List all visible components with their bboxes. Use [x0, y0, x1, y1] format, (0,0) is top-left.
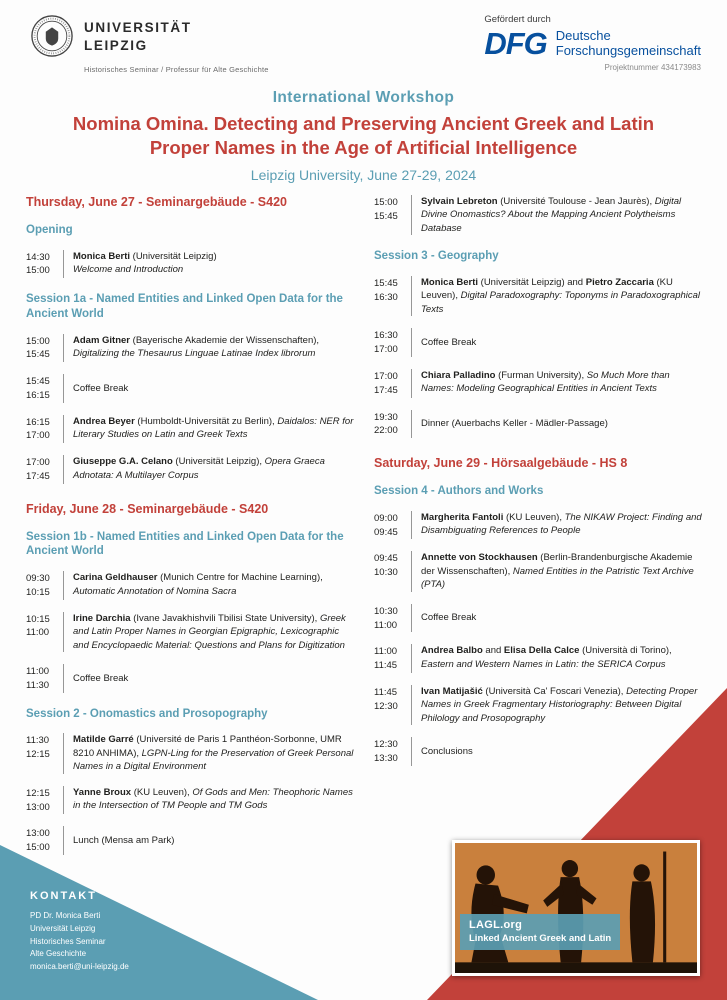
talk-text [411, 551, 705, 591]
time-end: 15:45 [26, 349, 50, 361]
talk-segment: LGPN-Ling for the Preservation of Greek Personal Names in a Digital Environment [73, 747, 354, 773]
talk-segment: Monica Berti [421, 276, 479, 288]
talk-text [63, 415, 357, 444]
talk-segment: Irine Darchia [73, 612, 131, 624]
time-range [26, 664, 63, 693]
session-heading: Session 4 - Authors and Works [374, 485, 544, 498]
university-name-line1: UNIVERSITÄT [84, 20, 192, 35]
break-label [411, 328, 476, 357]
talk-segment: Opera Graeca Adnotata: A Multilayer Corpus [73, 456, 325, 481]
session-heading: Session 1b - Named Entities and Linked Open Data for the Ancient World [26, 530, 344, 558]
break-label [63, 664, 128, 693]
contact-line: Alte Geschichte [30, 949, 87, 959]
lagl-card [452, 840, 700, 976]
dfg-name [556, 29, 701, 59]
talk-segment: Adam Gitner [73, 334, 131, 346]
time-end: 10:15 [26, 586, 50, 598]
time-range [26, 455, 63, 484]
talk-entry [26, 571, 357, 600]
time-end: 15:00 [26, 265, 50, 277]
talk-segment: Chiara Palladino [421, 369, 496, 381]
talk-entry [26, 786, 357, 815]
time-end: 13:00 [26, 801, 50, 813]
talk-entry [26, 334, 357, 363]
talk-segment: (Humboldt-Universität zu Berlin), [134, 415, 278, 427]
session-heading: Session 3 - Geography [374, 250, 499, 263]
talk-segment: (Université Toulouse - Jean Jaurès), [497, 195, 655, 207]
lagl-site-label: LAGL.org [469, 919, 523, 931]
time-end: 11:30 [26, 679, 50, 691]
project-number: Projektnummer 434173983 [604, 63, 701, 72]
day-heading: Thursday, June 27 - Seminargebäude - S420 [26, 194, 287, 209]
break-text: Coffee Break [73, 672, 129, 684]
time-range [374, 511, 411, 540]
university-seal-icon [30, 14, 74, 58]
time-end: 09:45 [374, 526, 398, 538]
time-end: 16:15 [26, 389, 50, 401]
break-text: Lunch (Mensa am Park) [73, 834, 175, 846]
program [0, 183, 727, 867]
day-heading: Saturday, June 29 - Hörsaalgebäude - HS 8 [374, 456, 628, 471]
break-entry [374, 328, 705, 357]
session-heading: Opening [26, 223, 73, 236]
time-start: 19:30 [374, 411, 398, 423]
time-start: 09:45 [374, 553, 398, 565]
talk-segment: Daidalos: NER for Literary Studies on Latin and Greek Texts [73, 415, 354, 441]
break-entry [26, 826, 357, 855]
break-entry [26, 374, 357, 403]
dfg-logo: DFG [484, 26, 547, 61]
talk-segment: Monica Berti [73, 250, 131, 262]
funder-label: Gefördert durch [484, 14, 551, 25]
time-end: 15:00 [26, 842, 50, 854]
talk-entry [26, 733, 357, 773]
break-text: Coffee Break [73, 382, 129, 394]
time-range [374, 604, 411, 633]
talk-segment: Elisa Della Calce [503, 645, 580, 657]
time-end: 11:00 [374, 619, 398, 631]
break-text: Coffee Break [421, 612, 477, 624]
talk-text [411, 685, 705, 725]
time-end: 10:30 [374, 567, 398, 579]
talk-segment: Of Gods and Men: Theophoric Names in the Intersection of TM People and TM Gods [73, 786, 353, 812]
time-range [26, 571, 63, 600]
workshop-subtitle: Leipzig University, June 27-29, 2024 [250, 166, 477, 183]
break-label [63, 374, 128, 403]
talk-segment: (Ivane Javakhishvili Tbilisi State University), [130, 612, 320, 624]
time-start: 10:15 [26, 613, 50, 625]
break-entry [374, 737, 705, 766]
time-start: 15:45 [374, 277, 398, 289]
talk-segment: Digital Paradoxography: Toponyms in Paradoxographical Texts [421, 290, 701, 315]
time-start: 17:00 [26, 457, 50, 469]
talk-segment: (Universität Leipzig) and [478, 276, 586, 288]
contact-line: Historisches Seminar [30, 936, 106, 946]
talk-segment: (Munich Centre for Machine Learning), [157, 572, 323, 584]
talk-text [63, 612, 357, 652]
talk-text [411, 644, 705, 673]
talk-entry [374, 644, 705, 673]
talk-entry [374, 511, 705, 540]
time-start: 14:30 [26, 251, 50, 263]
break-label [63, 826, 174, 855]
break-entry [374, 410, 705, 439]
talk-segment: Sylvain Lebreton [421, 195, 498, 207]
lagl-overlay [460, 914, 620, 950]
time-start: 12:30 [374, 739, 398, 751]
break-label [411, 604, 476, 633]
time-start: 16:15 [26, 416, 50, 428]
break-label [411, 410, 608, 439]
greek-vase-image [455, 843, 697, 973]
talk-text [63, 733, 357, 773]
talk-segment: Digital Divine Onomastics? About the Mapping Ancient Polytheisms Database [421, 195, 682, 234]
funder-group [484, 14, 701, 74]
time-range [374, 410, 411, 439]
time-range [374, 369, 411, 398]
university-logo-group [30, 14, 269, 74]
break-entry [374, 604, 705, 633]
time-end: 13:30 [374, 753, 398, 765]
dfg-name-line2: Forschungsgemeinschaft [555, 42, 701, 58]
talk-entry [374, 369, 705, 398]
talk-entry [26, 455, 357, 484]
break-entry [26, 664, 357, 693]
break-text: Coffee Break [421, 336, 477, 348]
time-range [374, 644, 411, 673]
talk-entry [26, 612, 357, 652]
time-range [26, 374, 63, 403]
workshop-title-line2: Proper Names in the Age of Artificial Intelligence [149, 137, 578, 159]
time-start: 09:00 [374, 512, 398, 524]
time-end: 22:00 [374, 425, 398, 437]
talk-segment: (Universität Leipzig), [172, 456, 265, 468]
time-range [374, 276, 411, 316]
contact-email: monica.berti@uni-leipzig.de [30, 962, 129, 972]
talk-segment: (KU Leuven), [503, 511, 565, 523]
university-department: Historisches Seminar / Professur für Alte Geschichte [84, 65, 269, 74]
talk-segment: (Universität Leipzig) [130, 250, 217, 262]
talk-segment: Andrea Balbo [421, 645, 483, 657]
talk-segment: Matilde Garré [73, 734, 134, 746]
talk-entry [374, 551, 705, 591]
contact-line: PD Dr. Monica Berti [30, 911, 101, 921]
time-range [374, 737, 411, 766]
talk-segment: (Bayerische Akademie der Wissenschaften), [130, 334, 320, 346]
time-start: 11:45 [374, 686, 398, 698]
talk-segment: So Much More than Names: Modeling Geographical Entities in Ancient Texts [421, 369, 670, 395]
talk-entry [26, 250, 357, 279]
session-heading: Session 1a - Named Entities and Linked Open Data for the Ancient World [26, 293, 343, 320]
contact-heading: KONTAKT [30, 890, 97, 903]
time-range [26, 733, 63, 773]
talk-segment: Ivan Matijašić [421, 685, 483, 697]
talk-text [63, 455, 357, 484]
time-range [26, 826, 63, 855]
talk-segment: (KU Leuven), [421, 276, 673, 302]
time-end: 12:30 [374, 700, 398, 712]
talk-segment: Detecting Proper Names in Greek Fragmentary Historiography: Between Digital Philology and Prosopography [421, 685, 698, 724]
talk-segment: Yanne Broux [73, 786, 132, 798]
program-column-left [26, 195, 357, 867]
talk-segment: (KU Leuven), [131, 786, 193, 798]
time-end: 11:00 [26, 627, 50, 639]
time-start: 11:30 [26, 735, 50, 747]
talk-segment: Welcome and Introduction [73, 264, 184, 276]
talk-segment: Greek and Latin Proper Names in Georgian Epigraphic, Lexicographic and Encyclopaedic Material: Questions and Plans for Digitization [73, 612, 346, 651]
talk-segment: Named Entities in the Patristic Text Archive (PTA) [421, 565, 694, 591]
time-end: 16:30 [374, 291, 398, 303]
break-label [411, 737, 473, 766]
time-end: 17:00 [374, 344, 398, 356]
workshop-kicker: International Workshop [272, 89, 455, 106]
lagl-name-label: Linked Ancient Greek and Latin [469, 933, 612, 944]
talk-segment: The NIKAW Project: Finding and Disambiguating References to People [421, 511, 702, 537]
talk-segment: (Università Ca' Foscari Venezia), [482, 685, 627, 697]
time-start: 16:30 [374, 330, 398, 342]
time-end: 17:45 [26, 470, 50, 482]
time-start: 10:30 [374, 605, 398, 617]
talk-entry [374, 685, 705, 725]
talk-segment: (Université de Paris 1 Panthéon-Sorbonne, UMR 8210 ANHIMA), [73, 734, 342, 759]
session-heading: Session 2 - Onomastics and Prosopography [26, 707, 268, 720]
talk-text [411, 276, 705, 316]
workshop-title [0, 112, 727, 161]
talk-text [63, 571, 357, 600]
time-start: 15:45 [26, 376, 50, 388]
talk-text [411, 369, 705, 398]
break-text: Dinner (Auerbachs Keller - Mädler-Passage) [421, 418, 608, 430]
time-range [374, 551, 411, 591]
time-end: 15:45 [374, 210, 398, 222]
talk-text [63, 250, 217, 279]
time-start: 12:15 [26, 787, 50, 799]
time-start: 13:00 [26, 828, 50, 840]
time-end: 12:15 [26, 749, 50, 761]
university-name [84, 14, 192, 54]
title-block [0, 89, 727, 183]
talk-segment: Automatic Annotation of Nomina Sacra [73, 585, 237, 597]
time-range [26, 786, 63, 815]
break-text: Conclusions [421, 745, 473, 757]
talk-segment: Pietro Zaccaria [585, 276, 654, 288]
talk-segment: Annette von Stockhausen [421, 552, 538, 564]
talk-entry [26, 415, 357, 444]
talk-segment: Eastern and Western Names in Latin: the SERICA Corpus [421, 658, 666, 670]
time-range [26, 334, 63, 363]
university-name-line2: LEIPZIG [84, 37, 148, 53]
talk-entry [374, 195, 705, 235]
time-end: 11:45 [374, 660, 398, 672]
time-range [26, 415, 63, 444]
talk-segment: Carina Geldhauser [73, 572, 158, 584]
talk-segment: (Università di Torino), [579, 645, 672, 657]
talk-segment: Giuseppe G.A. Celano [73, 456, 173, 468]
time-start: 17:00 [374, 370, 398, 382]
time-start: 09:30 [26, 573, 50, 585]
time-start: 15:00 [26, 335, 50, 347]
time-start: 15:00 [374, 196, 398, 208]
talk-segment: Digitalizing the Thesaurus Linguae Latinae Index librorum [73, 347, 316, 359]
talk-text [411, 511, 705, 540]
time-range [374, 195, 411, 235]
time-range [26, 250, 63, 279]
talk-segment: and [482, 645, 504, 657]
dfg-name-line1: Deutsche [555, 27, 611, 43]
talk-segment: (Berlin-Brandenburgische Akademie der Wissenschaften), [421, 552, 693, 577]
talk-text [63, 786, 357, 815]
workshop-title-line1: Nomina Omina. Detecting and Preserving Ancient Greek and Latin [72, 113, 655, 134]
talk-segment: Margherita Fantoli [421, 511, 504, 523]
contact-line: Universität Leipzig [30, 923, 96, 933]
talk-text [411, 195, 705, 235]
talk-text [63, 334, 357, 363]
talk-segment: Andrea Beyer [73, 415, 135, 427]
time-range [374, 328, 411, 357]
contact-panel [30, 890, 129, 974]
time-range [26, 612, 63, 652]
day-heading: Friday, June 28 - Seminargebäude - S420 [26, 501, 269, 516]
talk-entry [374, 276, 705, 316]
time-end: 17:45 [374, 384, 398, 396]
time-end: 17:00 [26, 430, 50, 442]
time-start: 11:00 [374, 646, 398, 658]
time-start: 11:00 [26, 666, 50, 678]
talk-segment: (Furman University), [495, 369, 587, 381]
header [0, 0, 727, 74]
time-range [374, 685, 411, 725]
